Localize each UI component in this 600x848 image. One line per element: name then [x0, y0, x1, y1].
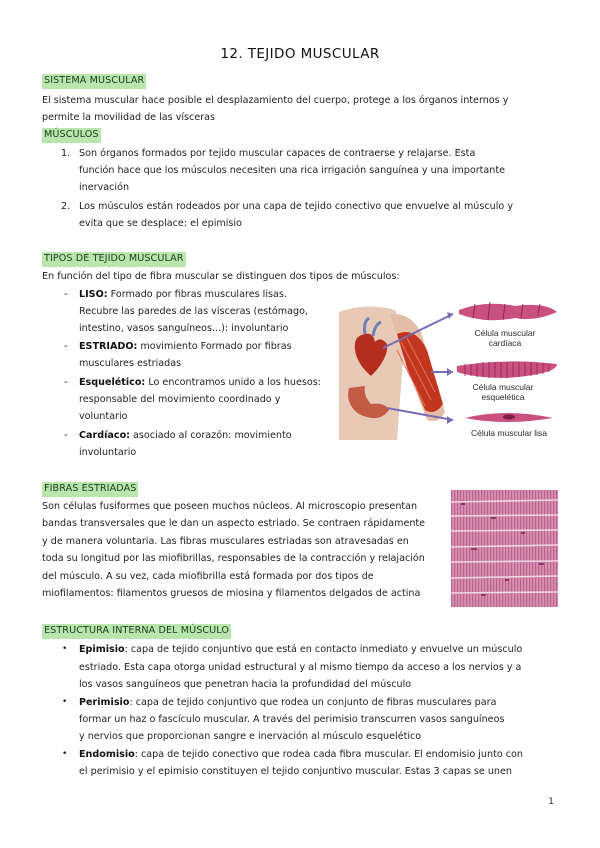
list-dash: - — [64, 289, 68, 300]
tipo-liso-line-2: Recubre las paredes de las vísceras (estómago, — [79, 306, 309, 317]
fibras-line-2: bandas transversales que le dan un aspecto estriado. Se contraen rápidamente — [42, 518, 426, 529]
striated-micrograph — [451, 490, 558, 607]
tipo-cardiaco-label: Cardíaco: — [79, 430, 130, 441]
epimisio-line-3: los vasos sanguíneos que penetran hacia la profundidad del músculo — [79, 679, 412, 690]
tipo-cardiaco — [79, 427, 292, 444]
tipo-cardiaco-line-2: involuntario — [79, 447, 137, 458]
label-cardiac-1: Célula muscular — [474, 328, 536, 338]
tipo-liso-text: Formado por fibras musculares lisas. — [107, 289, 287, 300]
muscle-types-illustration — [335, 292, 560, 440]
endomisio-text: : capa de tejido conectivo que rodea cada fibra muscular. El endomisio junto con — [134, 749, 523, 760]
sistema-line-1: El sistema muscular hace posible el desplazamiento del cuerpo, protege a los órganos internos y — [42, 95, 509, 106]
perimisio-text: : capa de tejido conjuntivo que rodea un conjunto de fibras musculares para — [129, 697, 497, 708]
perimisio-line-1 — [79, 694, 496, 711]
fibras-line-1: Son células fusiformes que poseen muchos núcleos. Al microscopio presentan — [42, 501, 418, 512]
tipo-esqueletico-label: Esquelético: — [79, 377, 146, 388]
tipo-liso-line-3: intestino, vasos sanguíneos...): involuntario — [79, 323, 289, 334]
list-number: 1. — [61, 148, 71, 159]
label-skeletal-1: Célula muscular — [472, 382, 534, 392]
page-title: 12. TEJIDO MUSCULAR — [220, 46, 380, 62]
label-smooth: Célula muscular lisa — [470, 428, 548, 438]
musculos-item-2-line-1: Los músculos están rodeados por una capa de tejido conectivo que envuelve al músculo y — [79, 201, 513, 212]
list-dash: - — [64, 341, 68, 352]
heading-fibras-estriadas: FIBRAS ESTRIADAS — [42, 482, 138, 497]
list-dash: - — [64, 430, 68, 441]
tipo-cardiaco-text: asociado al corazón: movimiento — [130, 430, 292, 441]
perimisio-line-3: y nervios que proporcionan sangre e inervación al músculo esquelético — [79, 731, 422, 742]
heading-estructura-interna: ESTRUCTURA INTERNA DEL MÚSCULO — [42, 624, 231, 639]
list-bullet: • — [62, 749, 68, 759]
label-cardiac-2: cardíaca — [488, 338, 522, 348]
tipo-esqueletico-text: Lo encontramos unido a los huesos: — [145, 377, 321, 388]
musculos-item-1-line-1: Son órganos formados por tejido muscular capaces de contraerse y relajarse. Esta — [79, 148, 476, 159]
tipo-liso-label: LISO: — [79, 289, 108, 300]
tipo-esqueletico-line-3: voluntario — [79, 411, 128, 422]
tipos-intro: En función del tipo de fibra muscular se distinguen dos tipos de músculos: — [42, 271, 400, 282]
endomisio-line-1 — [79, 746, 523, 763]
list-number: 2. — [61, 201, 71, 212]
list-bullet: • — [62, 697, 68, 707]
perimisio-line-2: formar un haz o fascículo muscular. A través del perimisio transcurren vasos sanguíneos — [79, 714, 505, 725]
musculos-item-1-line-2: función hace que los músculos necesiten una rica irrigación sanguínea y una importante — [79, 165, 506, 176]
endomisio-line-2: el perimisio y el epimisio constituyen el tejido conjuntivo muscular. Estas 3 capas se unen — [79, 766, 512, 777]
fibras-line-3: y de manera voluntaria. Las fibras musculares estriadas son atravesadas en — [42, 536, 409, 547]
label-skeletal-2: esquelética — [481, 392, 525, 402]
fibras-line-5: del músculo. A su vez, cada miofibrilla está formada por dos tipos de — [42, 571, 374, 582]
epimisio-line-1 — [79, 641, 522, 658]
heading-tipos-tejido: TIPOS DE TEJIDO MUSCULAR — [42, 252, 186, 267]
epimisio-text: : capa de tejido conjuntivo que está en contacto inmediato y envuelve un músculo — [124, 644, 523, 655]
tipo-esqueletico-line-2: responsable del movimiento coordinado y — [79, 394, 281, 405]
heading-sistema-muscular: SISTEMA MUSCULAR — [42, 74, 146, 89]
page-number: 1 — [548, 797, 554, 807]
epimisio-line-2: estriado. Esta capa otorga unidad estructural y al mismo tiempo da acceso a los nervios y a — [79, 662, 522, 673]
epimisio-label: Epimisio — [79, 644, 125, 655]
musculos-item-1-line-3: inervación — [79, 182, 130, 193]
fibras-line-4: toda su longitud por las miofibrillas, responsables de la contracción y relajación — [42, 553, 425, 564]
musculos-item-2-line-2: evita que se desplace: el epimisio — [79, 218, 242, 229]
tipo-estriado-line-2: musculares estriadas — [79, 358, 182, 369]
heading-musculos: MÚSCULOS — [42, 128, 101, 143]
tipo-estriado — [79, 338, 292, 355]
perimisio-label: Perimisio — [79, 697, 130, 708]
sistema-line-2: permite la movilidad de las vísceras — [42, 112, 216, 123]
list-bullet: • — [62, 644, 68, 654]
fibras-line-6: miofilamentos: filamentos gruesos de miosina y filamentos delgados de actina — [42, 588, 421, 599]
tipo-liso — [79, 286, 287, 303]
tipo-esqueletico — [79, 374, 321, 391]
tipo-estriado-label: ESTRIADO: — [79, 341, 138, 352]
list-dash: - — [64, 377, 68, 388]
tipo-estriado-text: movimiento Formado por fibras — [137, 341, 292, 352]
endomisio-label: Endomisio — [79, 749, 135, 760]
